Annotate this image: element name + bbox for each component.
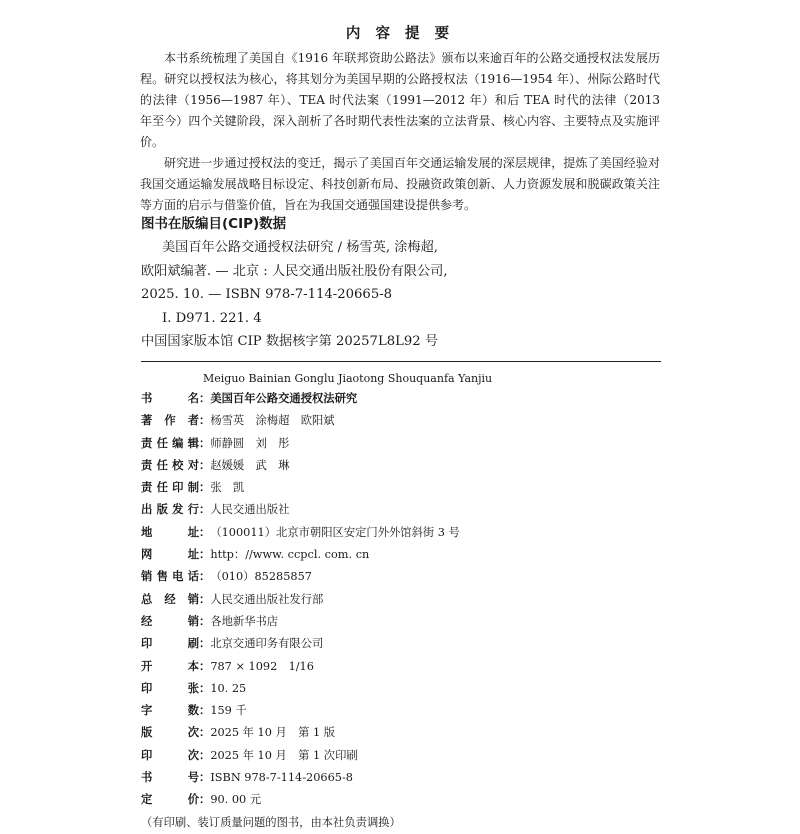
imprint-row [141, 410, 661, 432]
imprint-value: 赵媛媛 武 琳 [210, 458, 290, 472]
imprint-value: 人民交通出版社发行部 [210, 592, 324, 606]
imprint-row [141, 433, 661, 455]
imprint-row [141, 566, 661, 588]
label-colon: ： [199, 681, 211, 695]
imprint-value: 159 千 [210, 704, 247, 718]
imprint-label: 总 经 销 [141, 592, 199, 606]
cip-line: 2025. 10. — ISBN 978-7-114-20665-8 [141, 287, 393, 303]
imprint-label: 书 号 [141, 771, 199, 785]
label-colon: ： [199, 570, 211, 584]
imprint-label: 开 本 [141, 659, 199, 673]
imprint-value: http：//www. ccpcl. com. cn [210, 548, 370, 562]
label-colon: ： [199, 748, 211, 762]
imprint-table [141, 388, 661, 834]
label-colon: ： [199, 548, 211, 562]
imprint-row [141, 477, 661, 499]
imprint-row [141, 767, 661, 789]
imprint-value: 张 凯 [210, 481, 245, 495]
imprint-label: 著 作 者 [141, 414, 199, 428]
imprint-footer-note: （有印刷、装订质量问题的图书，由本社负责调换） [141, 815, 401, 829]
imprint-value: 各地新华书店 [210, 614, 279, 628]
section-divider [141, 361, 661, 362]
imprint-label: 印 刷 [141, 637, 199, 651]
imprint-value: 787 × 1092 1/16 [210, 659, 314, 673]
imprint-label: 责 任 编 辑 [141, 436, 199, 450]
cip-classification: Ⅰ. D971. 221. 4 [162, 310, 262, 326]
imprint-value: 2025 年 10 月 第 1 版 [210, 726, 336, 740]
imprint-label: 经 销 [141, 614, 199, 628]
label-colon: ： [199, 771, 211, 785]
imprint-value: 师静圆 刘 彤 [210, 436, 290, 450]
imprint-row [141, 589, 661, 611]
imprint-label: 责 任 校 对 [141, 458, 199, 472]
summary-paragraph-1: 本书系统梳理了美国自《1916 年联邦资助公路法》颁布以来逾百年的公路交通授权法发展历程。研究以授权法为核心，将其划分为美国早期的公路授权法（1916—1954 年）、州际公路时代的法律（1956—1987 年）、TEA 时代法案（1991—2012 年）和后 TEA 时代的法律（2013 年至今）四个关键阶段，深入剖析了各时期代表性法案的立法背景、核心内容、主要特点及实施评价。 [140, 51, 660, 149]
label-colon: ： [199, 525, 211, 539]
imprint-value: （010）85285857 [210, 570, 312, 584]
label-colon: ： [199, 793, 211, 807]
cip-heading: 图书在版编目(CIP)数据 [141, 216, 287, 232]
cip-line: 欧阳斌编著. — 北京 : 人民交通出版社股份有限公司, [141, 263, 448, 279]
label-colon: ： [199, 503, 211, 517]
imprint-row [141, 544, 661, 566]
label-colon: ： [199, 414, 211, 428]
imprint-row [141, 633, 661, 655]
summary-title: 内 容 提 要 [345, 26, 455, 42]
imprint-row [141, 455, 661, 477]
imprint-row [141, 656, 661, 678]
label-colon: ： [199, 659, 211, 673]
imprint-label: 书 名 [141, 392, 199, 405]
imprint-value: 杨雪英 涂梅超 欧阳斌 [210, 414, 335, 428]
imprint-label: 版 次 [141, 726, 199, 740]
label-colon: ： [199, 458, 211, 472]
label-colon: ： [199, 392, 211, 405]
summary-text [140, 48, 660, 216]
imprint-row [141, 745, 661, 767]
imprint-label: 定 价 [141, 793, 199, 807]
label-colon: ： [199, 481, 211, 495]
imprint-row [141, 722, 661, 744]
imprint-label: 责 任 印 制 [141, 481, 199, 495]
label-colon: ： [199, 704, 211, 718]
imprint-row [141, 678, 661, 700]
imprint-label: 出 版 发 行 [141, 503, 199, 517]
label-colon: ： [199, 637, 211, 651]
imprint-row [141, 611, 661, 633]
imprint-label: 字 数 [141, 704, 199, 718]
imprint-label: 销 售 电 话 [141, 570, 199, 584]
imprint-label: 印 次 [141, 748, 199, 762]
cip-record-number: 中国国家版本馆 CIP 数据核字第 20257L8L92 号 [141, 334, 439, 350]
imprint-value: 北京交通印务有限公司 [210, 637, 324, 651]
imprint-label: 印 张 [141, 681, 199, 695]
imprint-value: 90. 00 元 [210, 793, 262, 807]
summary-paragraph-2: 研究进一步通过授权法的变迁，揭示了美国百年交通运输发展的深层规律，提炼了美国经验对我国交通运输发展战略目标设定、科技创新布局、投融资政策创新、人力资源发展和脱碳政策关注等方面的启示与借鉴价值，旨在为我国交通强国建设提供参考。 [140, 156, 660, 212]
imprint-label: 网 址 [141, 548, 199, 562]
imprint-row [141, 522, 661, 544]
label-colon: ： [199, 592, 211, 606]
cip-record [141, 236, 661, 354]
cip-line: 美国百年公路交通授权法研究 / 杨雪英, 涂梅超, [162, 240, 438, 255]
imprint-row [141, 499, 661, 521]
imprint-row [141, 789, 661, 811]
imprint-value: ISBN 978-7-114-20665-8 [210, 771, 353, 785]
label-colon: ： [199, 436, 211, 450]
imprint-label: 地 址 [141, 525, 199, 539]
imprint-row [141, 388, 661, 410]
imprint-row [141, 700, 661, 722]
imprint-value: 10. 25 [210, 681, 247, 695]
label-colon: ： [199, 726, 211, 740]
imprint-value: （100011）北京市朝阳区安定门外外馆斜街 3 号 [210, 525, 460, 539]
imprint-value: 2025 年 10 月 第 1 次印刷 [210, 748, 358, 762]
imprint-value: 美国百年公路交通授权法研究 [210, 392, 358, 405]
pinyin-title: Meiguo Bainian Gonglu Jiaotong Shouquanfa Yanjiu [203, 372, 493, 385]
imprint-value: 人民交通出版社 [210, 503, 290, 517]
label-colon: ： [199, 614, 211, 628]
